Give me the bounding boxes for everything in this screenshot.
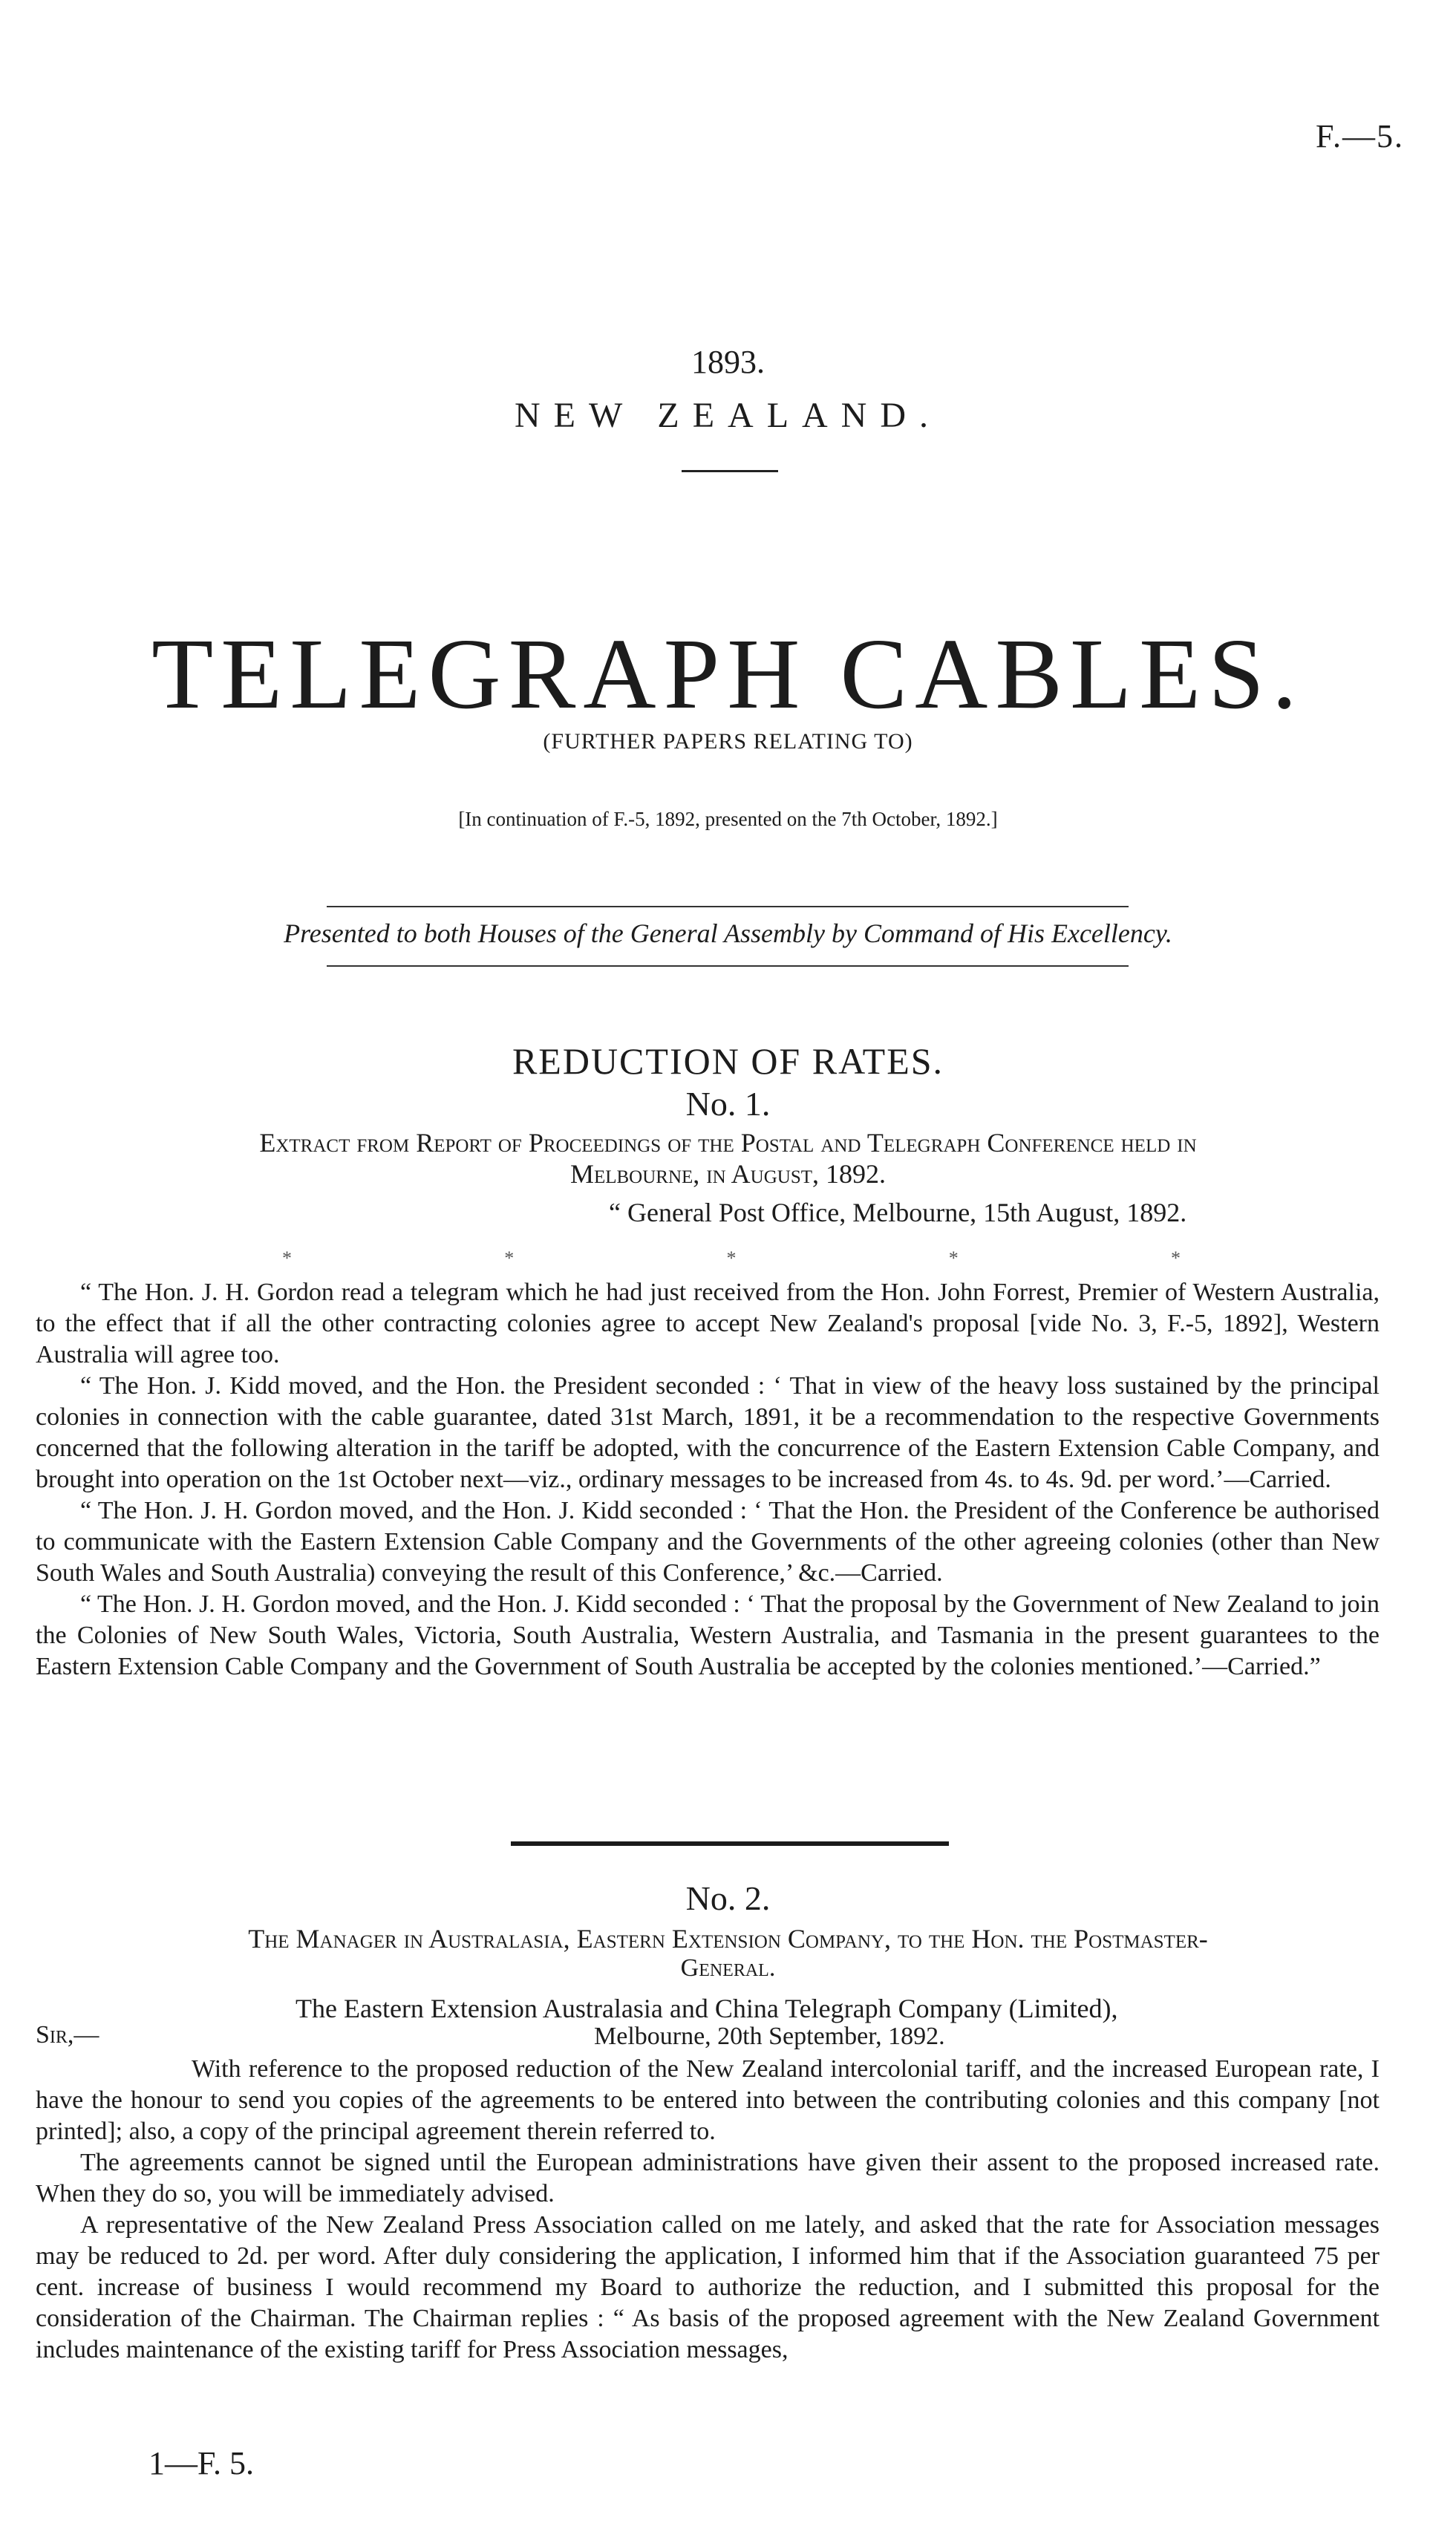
page-footer: 1—F. 5.: [148, 2445, 254, 2481]
country-heading: NEW ZEALAND.: [514, 396, 942, 435]
no1-paragraph: “ The Hon. J. Kidd moved, and the Hon. the President seconded : ‘ That in view of the heavy loss sustained by the principal colonies in connection with the cable guarantee, dated 31st March, 1891, it be a recommendation to the respective Governments concerned that the following alteration in the tariff be adopted, with the concurrence of the Eastern Extension Cable Company, and brought into operation on the 1st October next—viz., ordinary messages to be increased from 4s. to 4s. 9d. per word.’—Carried.: [36, 1372, 1380, 1493]
no2-paragraph: With reference to the proposed reduction of the New Zealand intercolonial tariff, and the increased European rate, I have the honour to send you copies of the agreements to be entered into between the contributing colonies and this company [not printed]; also, a copy of the principal agreement therein referred to.: [36, 2055, 1380, 2145]
no2-place-date: Melbourne, 20th September, 1892.: [594, 2023, 945, 2050]
no1-intro-line1: Extract from Report of Proceedings of the Postal and Telegraph Conference held in: [259, 1128, 1197, 1158]
document-year: 1893.: [691, 344, 765, 380]
no1-paragraph: “ The Hon. J. H. Gordon read a telegram which he had just received from the Hon. John Forrest, Premier of Western Australia, to the effect that if all the other contracting colonies agree to accept New Zealand's proposal [vide No. 3, F.-5, 1892], Western Australia will agree too.: [36, 1279, 1380, 1368]
subtitle: (FURTHER PAPERS RELATING TO): [543, 729, 913, 754]
no2-body: [36, 2054, 1380, 2366]
no2-intro-line2: General.: [680, 1954, 776, 1982]
company-name: The Eastern Extension Australasia and China Telegraph Company (Limited),: [296, 1994, 1118, 2023]
ellipsis-stars: [282, 1247, 1181, 1270]
main-title: TELEGRAPH CABLES.: [151, 619, 1305, 730]
continuation-note: [In continuation of F.-5, 1892, presented on the 7th October, 1892.]: [458, 808, 998, 830]
no2-paragraph: A representative of the New Zealand Press Association called on me lately, and asked that the rate for Association messages may be reduced to 2d. per word. After duly considering the application, I informed him that if the Association guaranteed 75 per cent. increase of business I would recommend my Board to authorize the reduction, and I submitted this proposal for the consideration of the Chairman. The Chairman replies : “ As basis of the proposed agreement with the New Zealand Government includes maintenance of the existing tariff for Press Association messages,: [36, 2211, 1380, 2363]
no1-heading: No. 1.: [685, 1085, 771, 1123]
star: *: [282, 1247, 292, 1269]
star: *: [504, 1247, 515, 1269]
no1-body: [36, 1277, 1380, 1683]
page-reference: F.—5.: [1316, 118, 1404, 154]
star: *: [1171, 1247, 1181, 1269]
header-divider: [682, 470, 778, 472]
star: *: [726, 1247, 737, 1269]
no2-paragraph: The agreements cannot be signed until the European administrations have given their assent to the proposed increased rate. When they do so, you will be immediately advised.: [36, 2149, 1380, 2207]
presented-line: Presented to both Houses of the General Assembly by Command of His Excellency.: [284, 918, 1172, 948]
section-divider: [511, 1841, 949, 1846]
section-heading: REDUCTION OF RATES.: [512, 1040, 944, 1082]
no2-heading: No. 2.: [685, 1879, 771, 1917]
presented-rule-top: [327, 906, 1129, 907]
no2-intro-line1: The Manager in Australasia, Eastern Extension Company, to the Hon. the Postmaster-: [248, 1924, 1208, 1954]
no1-paragraph: “ The Hon. J. H. Gordon moved, and the Hon. J. Kidd seconded : ‘ That the Hon. the President of the Conference be authorised to communicate with the Eastern Extension Cable Company and the Governments of the other agreeing colonies (other than New South Wales and South Australia) conveying the result of this Conference,’ &c.—Carried.: [36, 1497, 1380, 1587]
star: *: [948, 1247, 959, 1269]
no1-intro-line2: Melbourne, in August, 1892.: [569, 1159, 887, 1189]
no1-place-date: “ General Post Office, Melbourne, 15th August, 1892.: [609, 1198, 1187, 1227]
presented-rule-bottom: [327, 965, 1129, 967]
no1-paragraph: “ The Hon. J. H. Gordon moved, and the Hon. J. Kidd seconded : ‘ That the proposal by the Government of New Zealand to join the Colonies of New South Wales, Victoria, South Australia, Western Australia, and Tasmania in the present guarantees to the Eastern Extension Cable Company and the Government of South Australia be accepted by the colonies mentioned.’—Carried.”: [36, 1590, 1380, 1680]
salutation: Sir,—: [36, 2021, 99, 2049]
